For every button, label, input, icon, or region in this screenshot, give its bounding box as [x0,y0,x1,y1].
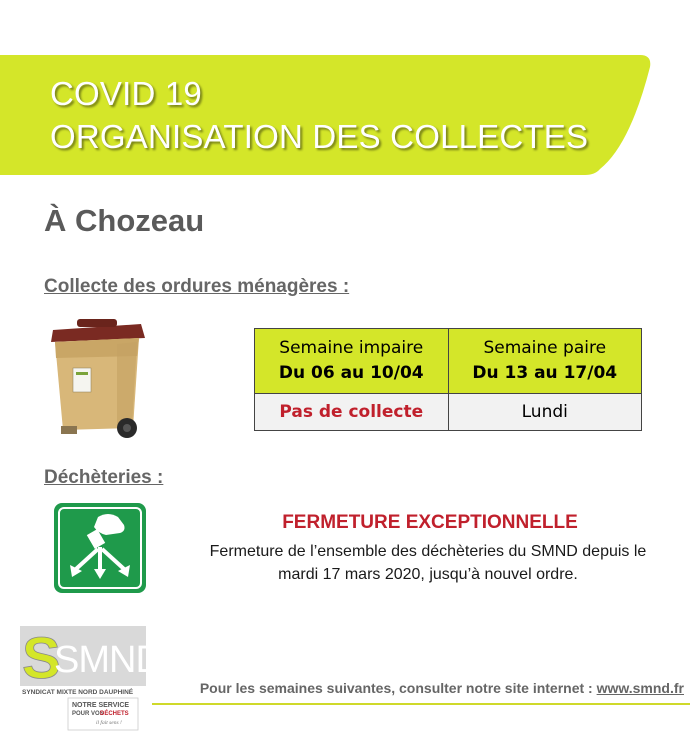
logo-tag2: POUR VOS [72,711,104,717]
closure-title: FERMETURE EXCEPTIONNELLE [282,512,578,533]
logo-subtitle: SYNDICAT MIXTE NORD DAUPHINÉ [22,689,134,696]
recycling-center-icon [54,503,146,593]
logo-tag1: NOTRE SERVICE [72,702,130,709]
footer-divider [152,703,690,705]
smnd-logo [20,626,162,734]
website-link[interactable]: www.smnd.fr [596,680,684,696]
banner-title-line1: COVID 19 [50,75,202,112]
schedule-label-paire: Semaine paire [483,338,607,359]
banner-shape [0,55,652,175]
closure-text-line2: mardi 17 mars 2020, jusqu’à nouvel ordre. [278,566,578,584]
page-title: À Chozeau [44,203,205,238]
schedule-header-impaire [255,329,449,394]
schedule-header-paire [448,329,642,394]
schedule-dates-impaire: Du 06 au 10/04 [278,363,424,383]
logo-tag3: DÉCHETS [100,711,129,717]
schedule-value-impaire: Pas de collecte [255,394,449,431]
schedule-table [254,328,642,431]
footer-label: Pour les semaines suivantes, consulter notre site internet : [199,680,597,696]
svg-text:S: S [22,626,61,691]
closure-text [188,540,668,586]
schedule-value-paire: Lundi [448,394,642,431]
schedule-label-impaire: Semaine impaire [279,338,424,359]
waste-bin-icon [47,316,147,444]
footer-text [168,680,684,696]
section-title-decheteries: Déchèteries : [44,467,164,488]
section-title-ordures: Collecte des ordures ménagères : [44,276,350,297]
header-banner [0,55,652,175]
schedule-dates-paire: Du 13 au 17/04 [472,363,618,383]
closure-text-line1: Fermeture de l’ensemble des déchèteries du SMND depuis le [209,543,647,560]
logo-tag4: il fait sens ! [96,720,122,726]
banner-title-line2: ORGANISATION DES COLLECTES [50,118,589,155]
logo-name: SMND [54,639,162,681]
